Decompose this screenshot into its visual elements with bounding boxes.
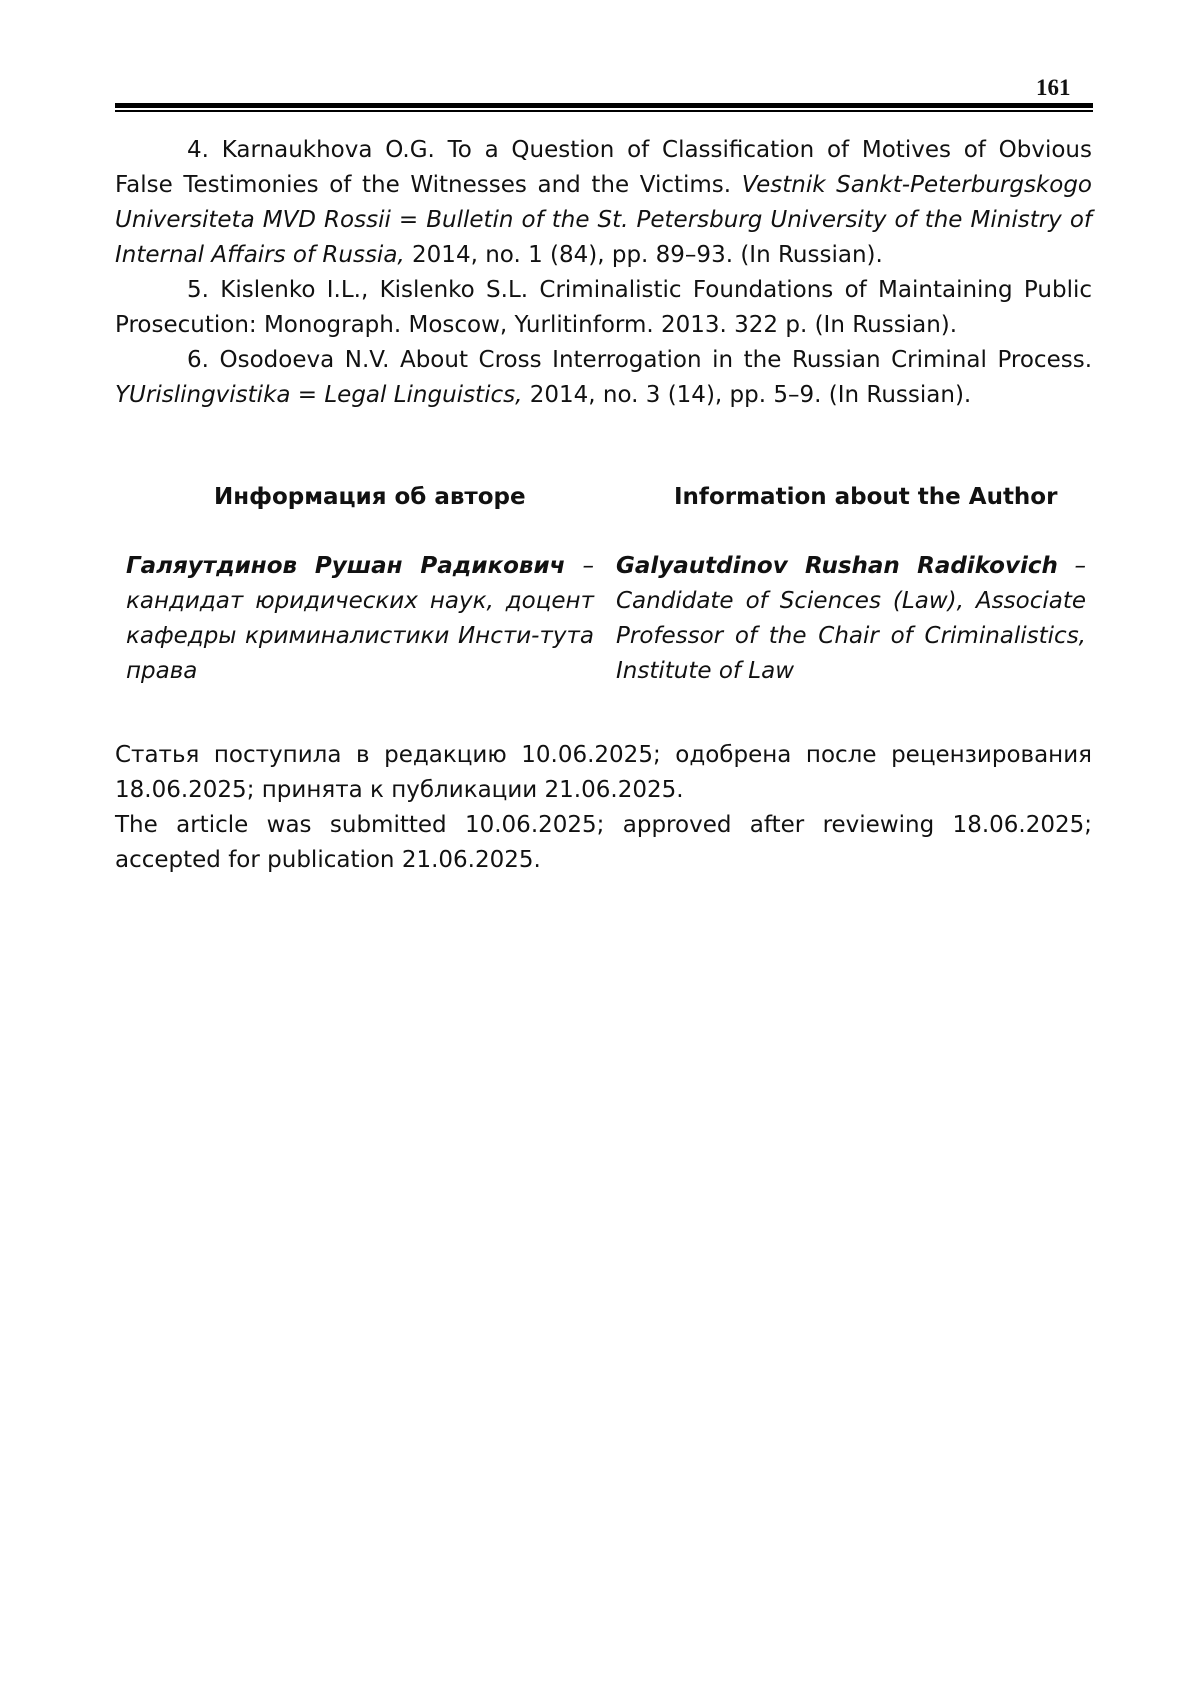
- reference-6-journal: YUrislingvistika = Legal Linguistics,: [115, 382, 523, 408]
- author-info-ru: [126, 549, 594, 689]
- reference-item-4: [115, 133, 1092, 273]
- reference-6-details: 2014, no. 3 (14), pp. 5–9. (In Russian).: [522, 382, 972, 408]
- reference-4-journal: Vestnik Sankt-Peterburgskogo Universiteta MVD Rossii = Bulletin of the St. Petersburg University of the Ministry of Internal Affairs of Russia,: [115, 172, 1092, 268]
- reference-5-text: 5. Kislenko I.L., Kislenko S.L. Criminalistic Foundations of Maintaining Public Prosecution: Monograph. Moscow, Yurlitinform. 2013. 322 p. (In Russian).: [115, 277, 1092, 338]
- author-name-en: Galyautdinov Rushan Radikovich: [616, 553, 1058, 579]
- author-name-ru: Галяутдинов Рушан Радикович: [126, 553, 566, 579]
- author-info-heading-ru: Информация об авторе: [214, 484, 526, 510]
- header-rule-thin: [115, 110, 1093, 112]
- reference-4-text: 4. Karnaukhova O.G. To a Question of Classification of Motives of Obvious False Testimonies of the Witnesses and the Victims.: [115, 137, 1092, 198]
- reference-item-6: [115, 343, 1092, 413]
- publication-dates-ru: Статья поступила в редакцию 10.06.2025; одобрена после рецензирования 18.06.2025; принята к публикации 21.06.2025.: [115, 742, 1092, 803]
- publication-dates: [115, 738, 1092, 878]
- reference-item-5: [115, 273, 1092, 343]
- author-info-en: [616, 549, 1086, 689]
- reference-list: [115, 133, 1092, 413]
- header-rule-thick: [115, 103, 1093, 108]
- reference-6-text: 6. Osodoeva N.V. About Cross Interrogation in the Russian Criminal Process.: [187, 347, 1092, 373]
- author-description-en: – Candidate of Sciences (Law), Associate Professor of the Chair of Criminalistics, Institute of Law: [616, 553, 1086, 684]
- publication-dates-en: The article was submitted 10.06.2025; approved after reviewing 18.06.2025; accepted for publication 21.06.2025.: [115, 812, 1092, 873]
- reference-4-details: 2014, no. 1 (84), pp. 89–93. (In Russian).: [404, 242, 883, 268]
- author-info-heading-en: Information about the Author: [674, 484, 1058, 510]
- page-number: 161: [1036, 75, 1071, 100]
- author-description-ru: – кандидат юридических наук, доцент кафедры криминалистики Инсти-тута права: [126, 553, 594, 684]
